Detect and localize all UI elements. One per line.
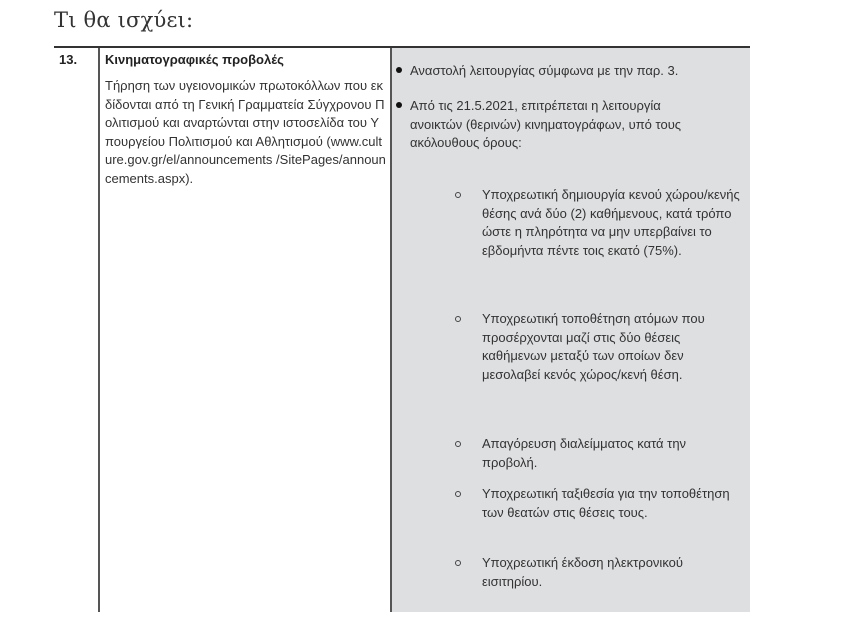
bullet-icon (396, 102, 402, 108)
measures-table (54, 46, 750, 612)
circle-bullet-icon (455, 560, 461, 566)
bullet-icon (396, 67, 402, 73)
circle-bullet-icon (455, 316, 461, 322)
category-body: Τήρηση των υγειονομικών πρωτοκόλλων που εκδίδονται από τη Γενική Γραμματεία Σύγχρονου Πολιτισμού και αναρτώνται στην ιστοσελίδα του Υπουργείου Πολιτισμού και Αθλητισμού (www.culture.gov.gr/el/announcements /SitePages/announcements.aspx). (105, 78, 386, 186)
row-number-cell (54, 48, 100, 612)
row-number: 13. (59, 52, 78, 67)
circle-bullet-icon (455, 441, 461, 447)
measures-cell: Αναστολή λειτουργίας σύμφωνα με την παρ. 3. Από τις 21.5.2021, επιτρέπεται η λειτουργία ανοικτών (θερινών) κινηματογράφων, υπό τους ακόλουθους όρους: Υποχρεωτική δημιουργία κενού χώρου/κενής θέσης ανά δύο (2) καθήμενους, κατά τρόπο ώστε η πληρότητα να μην υπερβαίνει το εβδομήντα πέντε τοις εκατό (75%). Υποχρεωτική τοποθέτηση ατόμων που προσέρχονται μαζί στις δύο θέσεις καθήμενων μεταξύ των οποίων δεν μεσολαβεί κενός χώρος/κενή θέση. Απαγόρευση διαλείμματος κατά την προβολή. Υποχρεωτική ταξιθεσία για την τοποθέτηση των θεατών στις θέσεις τους. Υποχρεωτική έκδοση ηλεκτρονικού εισιτηρίου. (392, 48, 750, 612)
category-heading: Κινηματογραφικές προβολές (105, 52, 284, 67)
circle-bullet-icon (455, 192, 461, 198)
page-title: Τι θα ισχύει: (54, 8, 194, 32)
circle-bullet-icon (455, 491, 461, 497)
category-cell (100, 48, 392, 612)
